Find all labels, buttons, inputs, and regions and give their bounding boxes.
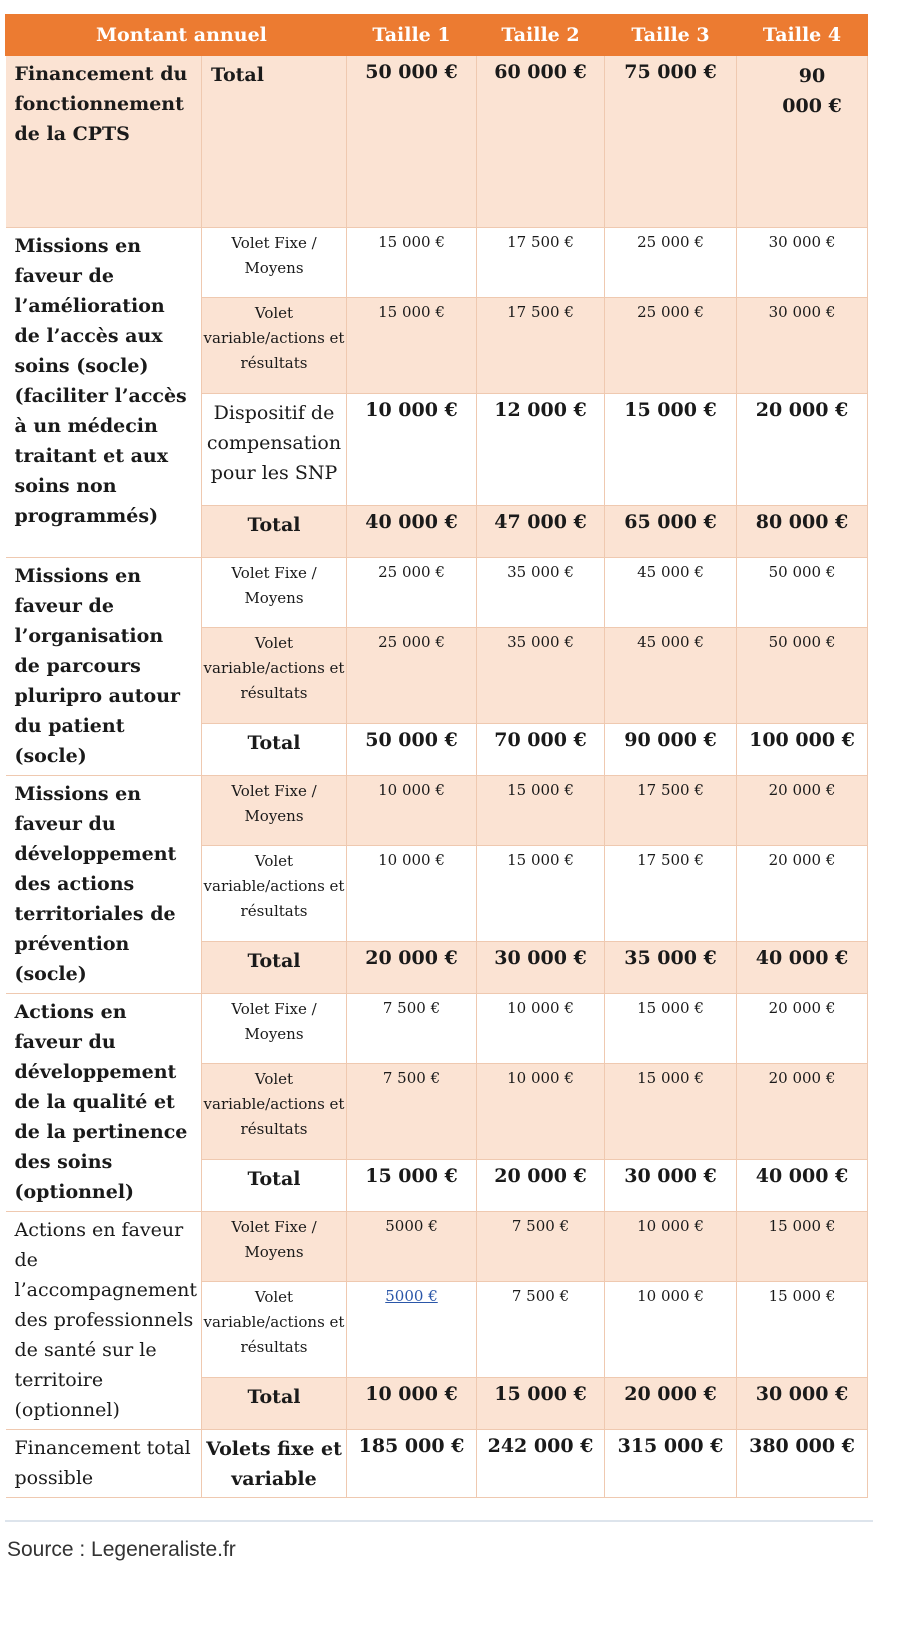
row-label: Volet variable/actions et résultats xyxy=(202,1282,347,1378)
value-cell: 90 000 € xyxy=(737,56,868,228)
value-cell: 60 000 € xyxy=(477,56,605,228)
section-label-qualite: Actions en faveur du développement de la qualité et de la pertinence des soins (optionnel) xyxy=(6,994,202,1212)
value-cell: 7 500 € xyxy=(477,1212,605,1282)
value-cell: 80 000 € xyxy=(737,506,868,558)
value-cell: 20 000 € xyxy=(737,394,868,506)
value-cell: 35 000 € xyxy=(605,942,737,994)
value-cell: 17 500 € xyxy=(605,846,737,942)
value-cell: 65 000 € xyxy=(605,506,737,558)
row-label: Volet Fixe / Moyens xyxy=(202,228,347,298)
section-label-prevention: Missions en faveur du développement des actions territoriales de prévention (socle) xyxy=(6,776,202,994)
section-label-financement-total: Financement total possible xyxy=(6,1430,202,1498)
header-montant-annuel: Montant annuel xyxy=(6,15,347,56)
value-cell: 10 000 € xyxy=(477,994,605,1064)
section-label-accompagnement: Actions en faveur de l’accompagnement des professionnels de santé sur le territoire (optionnel) xyxy=(6,1212,202,1430)
value-cell: 10 000 € xyxy=(605,1282,737,1378)
divider xyxy=(5,1520,873,1522)
value-cell: 17 500 € xyxy=(477,228,605,298)
value-cell: 50 000 € xyxy=(737,628,868,724)
value-cell: 40 000 € xyxy=(737,942,868,994)
value-cell: 10 000 € xyxy=(477,1064,605,1160)
section-label-parcours: Missions en faveur de l’organisation de parcours pluripro autour du patient (socle) xyxy=(6,558,202,776)
value-cell: 7 500 € xyxy=(347,1064,477,1160)
row-label: Volet Fixe / Moyens xyxy=(202,776,347,846)
value-cell: 47 000 € xyxy=(477,506,605,558)
value-cell: 15 000 € xyxy=(737,1282,868,1378)
value-cell: 10 000 € xyxy=(347,846,477,942)
value-cell: 7 500 € xyxy=(477,1282,605,1378)
value-cell: 75 000 € xyxy=(605,56,737,228)
row-label: Volet Fixe / Moyens xyxy=(202,558,347,628)
value-cell: 12 000 € xyxy=(477,394,605,506)
value-cell: 30 000 € xyxy=(605,1160,737,1212)
value-cell: 15 000 € xyxy=(347,1160,477,1212)
value-cell: 20 000 € xyxy=(737,994,868,1064)
value-cell: 30 000 € xyxy=(737,228,868,298)
value-cell: 45 000 € xyxy=(605,628,737,724)
header-taille-2: Taille 2 xyxy=(477,15,605,56)
row-label: Volet variable/actions et résultats xyxy=(202,628,347,724)
value-cell: 25 000 € xyxy=(605,298,737,394)
value-cell: 10 000 € xyxy=(347,1378,477,1430)
table-header-row xyxy=(6,15,868,56)
value-cell: 40 000 € xyxy=(737,1160,868,1212)
table-row-grand-total xyxy=(6,1430,868,1498)
value-cell: 15 000 € xyxy=(605,994,737,1064)
row-label-volets: Volets fixe et variable xyxy=(202,1430,347,1498)
row-label: Dispositif de compensation pour les SNP xyxy=(202,394,347,506)
section-label-financement: Financement du fonctionnement de la CPTS xyxy=(6,56,202,228)
value-cell-link[interactable]: 5000 € xyxy=(347,1282,477,1378)
value-cell: 90 000 € xyxy=(605,724,737,776)
value-cell: 25 000 € xyxy=(347,628,477,724)
value-cell: 10 000 € xyxy=(347,776,477,846)
value-cell: 35 000 € xyxy=(477,628,605,724)
row-label-total: Total xyxy=(202,724,347,776)
value-cell: 20 000 € xyxy=(737,1064,868,1160)
row-label-total: Total xyxy=(202,1160,347,1212)
value-cell: 25 000 € xyxy=(605,228,737,298)
value-cell: 35 000 € xyxy=(477,558,605,628)
value-cell: 30 000 € xyxy=(737,298,868,394)
header-taille-1: Taille 1 xyxy=(347,15,477,56)
value-cell: 30 000 € xyxy=(737,1378,868,1430)
value-cell: 15 000 € xyxy=(737,1212,868,1282)
header-taille-3: Taille 3 xyxy=(605,15,737,56)
value-cell: 5000 € xyxy=(347,1212,477,1282)
value-cell: 17 500 € xyxy=(477,298,605,394)
source-caption: Source : Legeneraliste.fr xyxy=(7,1538,236,1561)
row-label-total: Total xyxy=(202,942,347,994)
value-cell: 380 000 € xyxy=(737,1430,868,1498)
value-cell: 15 000 € xyxy=(347,228,477,298)
value-cell: 20 000 € xyxy=(477,1160,605,1212)
value-cell: 7 500 € xyxy=(347,994,477,1064)
value-cell: 15 000 € xyxy=(477,776,605,846)
table-row xyxy=(6,228,868,298)
table-row xyxy=(6,776,868,846)
value-cell: 20 000 € xyxy=(737,776,868,846)
header-taille-4: Taille 4 xyxy=(737,15,868,56)
value-cell: 15 000 € xyxy=(605,394,737,506)
value-cell: 10 000 € xyxy=(347,394,477,506)
value-cell: 242 000 € xyxy=(477,1430,605,1498)
value-cell: 25 000 € xyxy=(347,558,477,628)
value-cell: 20 000 € xyxy=(605,1378,737,1430)
value-cell: 20 000 € xyxy=(737,846,868,942)
row-label: Volet Fixe / Moyens xyxy=(202,994,347,1064)
value-cell: 185 000 € xyxy=(347,1430,477,1498)
table-row-financement xyxy=(6,56,868,228)
value-cell: 45 000 € xyxy=(605,558,737,628)
section-label-acces-soins: Missions en faveur de l’amélioration de l’accès aux soins (socle) (faciliter l’accès à un médecin traitant et aux soins non programmés) xyxy=(6,228,202,558)
value-cell: 50 000 € xyxy=(347,724,477,776)
value-cell: 15 000 € xyxy=(477,846,605,942)
value-cell: 10 000 € xyxy=(605,1212,737,1282)
row-label-total: Total xyxy=(202,1378,347,1430)
table-row xyxy=(6,994,868,1064)
value-cell: 40 000 € xyxy=(347,506,477,558)
value-cell: 50 000 € xyxy=(347,56,477,228)
value-cell: 70 000 € xyxy=(477,724,605,776)
row-label: Volet variable/actions et résultats xyxy=(202,1064,347,1160)
row-label: Volet variable/actions et résultats xyxy=(202,298,347,394)
value-cell: 15 000 € xyxy=(477,1378,605,1430)
row-label: Volet variable/actions et résultats xyxy=(202,846,347,942)
value-cell: 15 000 € xyxy=(605,1064,737,1160)
table-row xyxy=(6,1212,868,1282)
value-cell: 30 000 € xyxy=(477,942,605,994)
value-cell: 50 000 € xyxy=(737,558,868,628)
row-label-total: Total xyxy=(202,56,347,228)
value-cell: 315 000 € xyxy=(605,1430,737,1498)
value-cell: 17 500 € xyxy=(605,776,737,846)
table-row xyxy=(6,558,868,628)
funding-table xyxy=(5,14,868,1498)
row-label-total: Total xyxy=(202,506,347,558)
value-cell: 20 000 € xyxy=(347,942,477,994)
row-label: Volet Fixe / Moyens xyxy=(202,1212,347,1282)
value-cell: 15 000 € xyxy=(347,298,477,394)
value-cell: 100 000 € xyxy=(737,724,868,776)
